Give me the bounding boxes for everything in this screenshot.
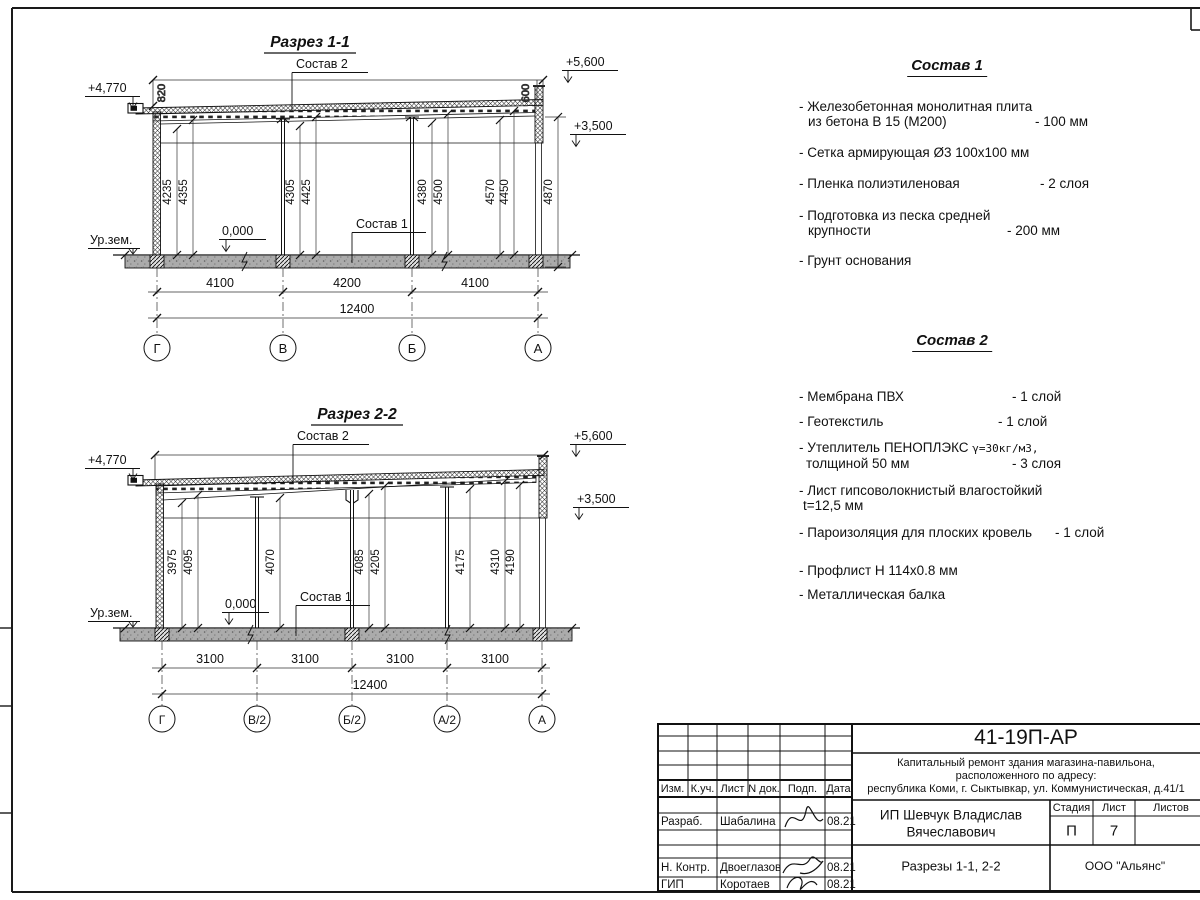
- foundation-block: [155, 628, 169, 641]
- axis-label: В: [278, 341, 288, 356]
- sostav2-label: Состав 2: [296, 57, 348, 71]
- tb-col-header: К.уч.: [690, 782, 715, 795]
- axis-label: Б/2: [343, 713, 361, 727]
- stage-header: Стадия: [1052, 802, 1091, 814]
- list-item: - Подготовка из песка средней: [799, 208, 991, 223]
- client-name: ИП Шевчук Владислав: [879, 807, 1023, 823]
- section-2-2: [85, 406, 629, 732]
- foundation-block: [533, 628, 547, 641]
- list-item: - Лист гипсоволокнистый влагостойкий: [799, 483, 1043, 498]
- signature-gip: [787, 877, 817, 889]
- zero-level-label: 0,000: [225, 597, 257, 611]
- dim-label: 4570: [485, 179, 497, 205]
- axis-label: Б: [407, 341, 417, 356]
- interior-vertical-dims: [162, 107, 518, 259]
- elevation-label: +5,600: [574, 429, 613, 443]
- list-item-value: - 2 слоя: [1040, 176, 1090, 191]
- dim-label: 3100: [291, 652, 319, 666]
- elevation-label: +3,500: [577, 492, 616, 506]
- tb-name: Двоеглазов: [720, 861, 782, 874]
- list-item: - Геотекстиль: [799, 414, 884, 429]
- dim-label: 4205: [370, 549, 382, 575]
- roof: [128, 470, 544, 501]
- tb-date: 08.21: [827, 878, 856, 891]
- sostav1-label: Состав 1: [300, 590, 352, 604]
- sheet-title: Разрезы 1-1, 2-2: [901, 858, 1001, 874]
- ground-level-label: Ур.зем.: [90, 233, 133, 247]
- axis-label: В/2: [247, 713, 267, 727]
- list-item-text: - Утеплитель ПЕНОПЛЭКС: [799, 440, 973, 455]
- list-item: - Сетка армирующая Ø3 100x100 мм: [799, 145, 1030, 160]
- tb-role: ГИП: [661, 878, 684, 891]
- dim-label: 4175: [455, 549, 467, 575]
- list-item: t=12,5 мм: [803, 498, 864, 513]
- tb-name: Шабалина: [720, 815, 776, 828]
- tb-col-header: Изм.: [660, 782, 685, 795]
- section-1-1: [85, 34, 626, 361]
- sheet-number: 7: [1109, 822, 1119, 840]
- tb-col-header: N док.: [748, 782, 780, 795]
- client-name: Вячеславович: [906, 824, 996, 840]
- list-item: - Пароизоляция для плоских кровель: [799, 525, 1033, 540]
- wall-height-dim: [543, 113, 566, 271]
- foundation-block: [405, 255, 419, 268]
- axis-label: А: [537, 713, 547, 727]
- section-title: Разрез 2-2: [317, 406, 397, 423]
- signature-razrab: [785, 807, 823, 827]
- foundation-block: [150, 255, 164, 268]
- signature-nkontr: [783, 857, 823, 874]
- dim-label: 3100: [481, 652, 509, 666]
- list-item: - Железобетонная монолитная плита: [799, 99, 1033, 114]
- list-item: - Профлист Н 114x0.8 мм: [799, 563, 958, 578]
- dim-label: 4355: [178, 179, 190, 205]
- elevation-label: +3,500: [574, 119, 613, 133]
- sostav2-label: Состав 2: [297, 429, 349, 443]
- axis-label: А/2: [437, 713, 457, 727]
- project-description: расположенного по адресу:: [955, 770, 1097, 782]
- title-block: [657, 723, 1200, 892]
- columns: [276, 117, 419, 255]
- dim-label: 3100: [196, 652, 224, 666]
- ground-level-label: Ур.зем.: [90, 606, 133, 620]
- axis-bubbles: [149, 706, 555, 732]
- list-item-value: - 100 мм: [1035, 114, 1089, 129]
- list-item: - Пленка полиэтиленовая: [799, 176, 960, 191]
- section-title: Разрез 1-1: [270, 34, 350, 51]
- list-item: крупности: [808, 223, 871, 238]
- tb-name: Коротаев: [720, 878, 770, 891]
- dim-label: 4200: [333, 276, 361, 290]
- dim-label: 600: [520, 83, 532, 103]
- axis-label: Г: [153, 341, 161, 356]
- dim-label: 4310: [490, 549, 502, 575]
- axis-label: А: [533, 341, 543, 356]
- dim-label: 4305: [285, 179, 297, 205]
- dim-label: 4070: [265, 549, 277, 575]
- tb-role: Разраб.: [661, 815, 703, 828]
- dim-label: 4190: [505, 549, 517, 575]
- foundation-block: [529, 255, 543, 268]
- company-name: ООО "Альянс": [1084, 859, 1166, 873]
- elevation-label: +4,770: [88, 453, 127, 467]
- list-item-value: - 3 слоя: [1012, 456, 1062, 471]
- list-item: из бетона В 15 (М200): [808, 114, 947, 129]
- tb-role: Н. Контр.: [661, 861, 710, 874]
- stage-value: П: [1066, 822, 1077, 840]
- sheet-header: Лист: [1102, 802, 1126, 814]
- tb-date: 08.21: [827, 815, 856, 828]
- foundation-block: [345, 628, 359, 641]
- list-item-value: - 200 мм: [1007, 223, 1061, 238]
- floor-slab: [113, 251, 580, 271]
- dim-label: 4095: [183, 549, 195, 575]
- bottom-dims: [148, 268, 548, 335]
- document-code: 41-19П-АР: [974, 726, 1078, 749]
- dim-label: 4380: [417, 179, 429, 205]
- sheets-header: Листов: [1153, 802, 1189, 814]
- tb-col-header: Лист: [720, 782, 745, 795]
- left-wall: [153, 112, 161, 255]
- list-item-value: - 1 слой: [1012, 389, 1062, 404]
- dim-label: 4235: [162, 179, 174, 205]
- list-item: - Грунт основания: [799, 253, 912, 268]
- left-wall: [156, 484, 164, 628]
- list-item-value: - 1 слой: [998, 414, 1048, 429]
- list-item: - Мембрана ПВХ: [799, 389, 904, 404]
- dim-label: 4500: [433, 179, 445, 205]
- list-item-value: - 1 слой: [1055, 525, 1105, 540]
- dim-label: 3100: [386, 652, 414, 666]
- columns: [250, 487, 454, 628]
- list-item: толщиной 50 мм: [806, 456, 910, 471]
- foundation-block: [276, 255, 290, 268]
- tb-date: 08.21: [827, 861, 856, 874]
- dim-label: 3975: [167, 549, 179, 575]
- density-value: γ=30кг/м3,: [972, 442, 1039, 455]
- dim-label: 4425: [301, 179, 313, 205]
- sostav2-title: Состав 2: [912, 333, 992, 352]
- list-item: - Металлическая балка: [799, 587, 946, 602]
- roof: [128, 100, 543, 125]
- dim-label: 4085: [354, 549, 366, 575]
- dim-label: 4450: [499, 179, 511, 205]
- sostav1-title: Состав 1: [907, 58, 987, 77]
- dim-label: 12400: [339, 302, 375, 316]
- axis-label: Г: [158, 713, 166, 727]
- dim-label: 12400: [352, 678, 388, 692]
- dim-label: 4870: [543, 179, 555, 205]
- right-parapet: [535, 86, 543, 143]
- elevation-label: +5,600: [566, 55, 605, 69]
- list-item: [799, 441, 1039, 456]
- tb-col-header: Подп.: [787, 782, 818, 795]
- bottom-dims: [152, 641, 550, 706]
- elevation-label: +4,770: [88, 81, 127, 95]
- project-description: республика Коми, г. Сыктывкар, ул. Коммунистическая, д.41/1: [867, 783, 1185, 795]
- right-parapet: [539, 456, 547, 518]
- axis-bubbles: [144, 335, 551, 361]
- dim-label: 4100: [206, 276, 234, 290]
- zero-level-label: 0,000: [222, 224, 254, 238]
- tb-col-header: Дата: [826, 782, 851, 795]
- dim-label: 820: [156, 83, 168, 103]
- project-description: Капитальный ремонт здания магазина-павильона,: [897, 757, 1155, 769]
- sostav1-label: Состав 1: [356, 217, 408, 231]
- dim-label: 4100: [461, 276, 489, 290]
